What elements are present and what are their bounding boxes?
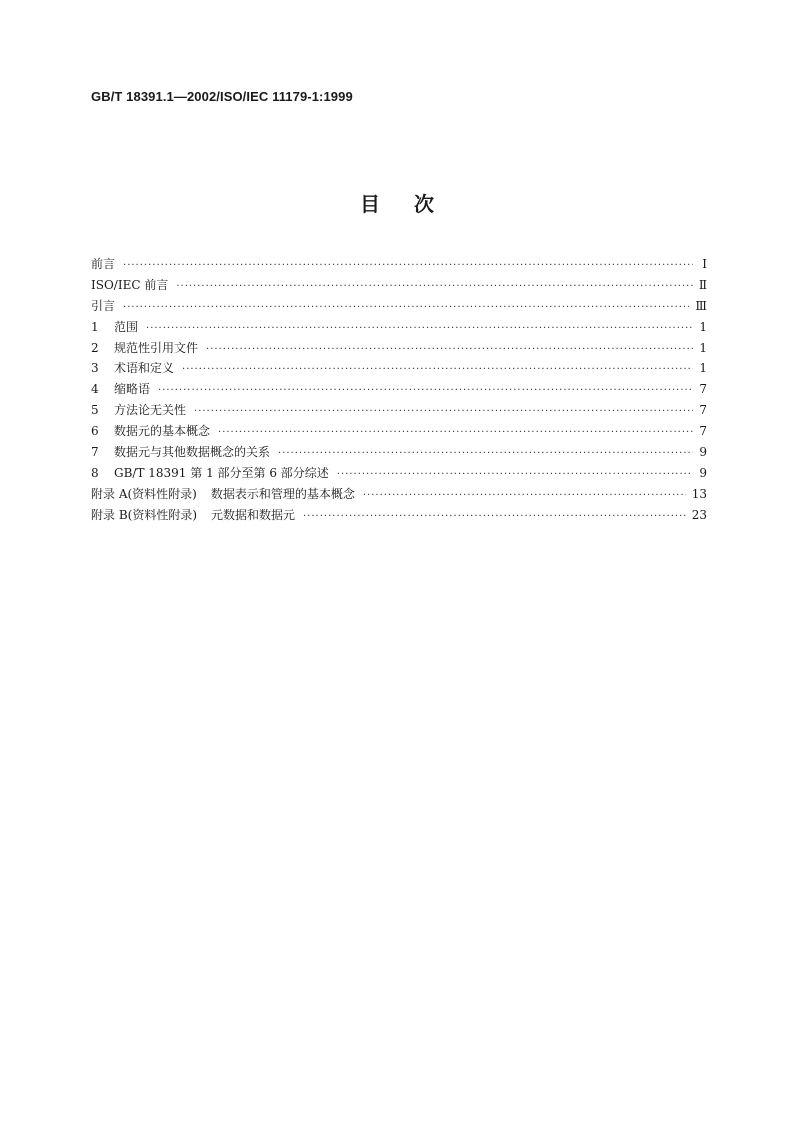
toc-entry-label: 缩略语: [114, 382, 151, 397]
toc-entry-label: 规范性引用文件: [114, 340, 199, 355]
toc-entry-number: 4: [91, 382, 99, 397]
toc-entry[interactable]: [91, 484, 707, 505]
toc-entry-number: 6: [91, 424, 99, 439]
toc-entry-page: 23: [691, 507, 707, 522]
annex-label: 附录 A(资料性附录): [91, 486, 197, 501]
toc-entry-number: 5: [91, 403, 99, 418]
leader-dots: [123, 256, 693, 277]
annex-label: 附录 B(资料性附录): [91, 507, 197, 522]
leader-dots: [146, 319, 693, 340]
leader-dots: [206, 340, 693, 361]
leader-dots: [182, 360, 693, 381]
toc-entry-number: 7: [91, 445, 99, 460]
leader-dots: [218, 423, 693, 444]
toc-entry-page: 7: [699, 382, 707, 397]
toc-entry-page: Ⅰ: [702, 257, 707, 271]
toc-entry-label: 数据元与其他数据概念的关系: [114, 445, 271, 460]
toc-entry[interactable]: [91, 463, 707, 484]
toc-entry-page: 13: [691, 486, 707, 501]
toc-entry-label: [91, 505, 295, 526]
leader-dots: [278, 444, 693, 465]
toc-entry-page: 9: [699, 445, 707, 460]
toc-entry-page: 1: [699, 340, 707, 355]
toc-entry-label: 术语和定义: [114, 361, 175, 376]
leader-dots: [158, 381, 693, 402]
toc-entry-page: 9: [699, 465, 707, 480]
annex-title: 元数据和数据元: [211, 507, 296, 522]
standard-code: GB/T 18391.1—2002/ISO/IEC 11179-1:1999: [91, 89, 353, 104]
toc-entry-label: 前言: [91, 257, 116, 271]
toc-entry-page: Ⅲ: [695, 298, 707, 313]
leader-dots: [194, 402, 693, 423]
toc-entry[interactable]: [91, 275, 707, 296]
toc-entry-page: 1: [699, 319, 707, 334]
toc-entry[interactable]: [91, 505, 707, 526]
toc-entry-label: 范围: [114, 319, 139, 334]
toc-entry[interactable]: [91, 421, 707, 442]
toc-entry-number: 3: [91, 361, 99, 376]
toc-entry-page: 7: [699, 424, 707, 439]
toc-entry[interactable]: [91, 442, 707, 463]
toc-entry[interactable]: [91, 317, 707, 338]
leader-dots: [303, 507, 686, 528]
toc-entry-label: 引言: [91, 298, 116, 313]
toc-entry-number: 8: [91, 465, 99, 480]
toc-entry-page: 7: [699, 403, 707, 418]
toc-entry[interactable]: [91, 358, 707, 379]
leader-dots: [363, 486, 686, 507]
toc-entry[interactable]: [91, 379, 707, 400]
toc-entry-label: 数据元的基本概念: [114, 424, 211, 439]
leader-dots: [176, 277, 693, 298]
leader-dots: [123, 298, 689, 319]
toc-entry[interactable]: [91, 338, 707, 359]
page-title: 目次: [360, 192, 468, 216]
toc-entry-label: GB/T 18391 第 1 部分至第 6 部分综述: [114, 465, 329, 480]
table-of-contents: [91, 254, 707, 526]
toc-entry[interactable]: [91, 296, 707, 317]
toc-entry-page: 1: [699, 361, 707, 376]
toc-entry[interactable]: [91, 254, 707, 275]
toc-entry-label: [91, 484, 355, 505]
toc-entry[interactable]: [91, 400, 707, 421]
toc-entry-number: 2: [91, 340, 99, 355]
toc-entry-label: 方法论无关性: [114, 403, 187, 418]
annex-title: 数据表示和管理的基本概念: [210, 486, 355, 501]
toc-entry-number: 1: [91, 319, 99, 334]
toc-entry-label: ISO/IEC 前言: [91, 277, 169, 292]
toc-entry-page: Ⅱ: [698, 277, 707, 292]
leader-dots: [337, 465, 693, 486]
